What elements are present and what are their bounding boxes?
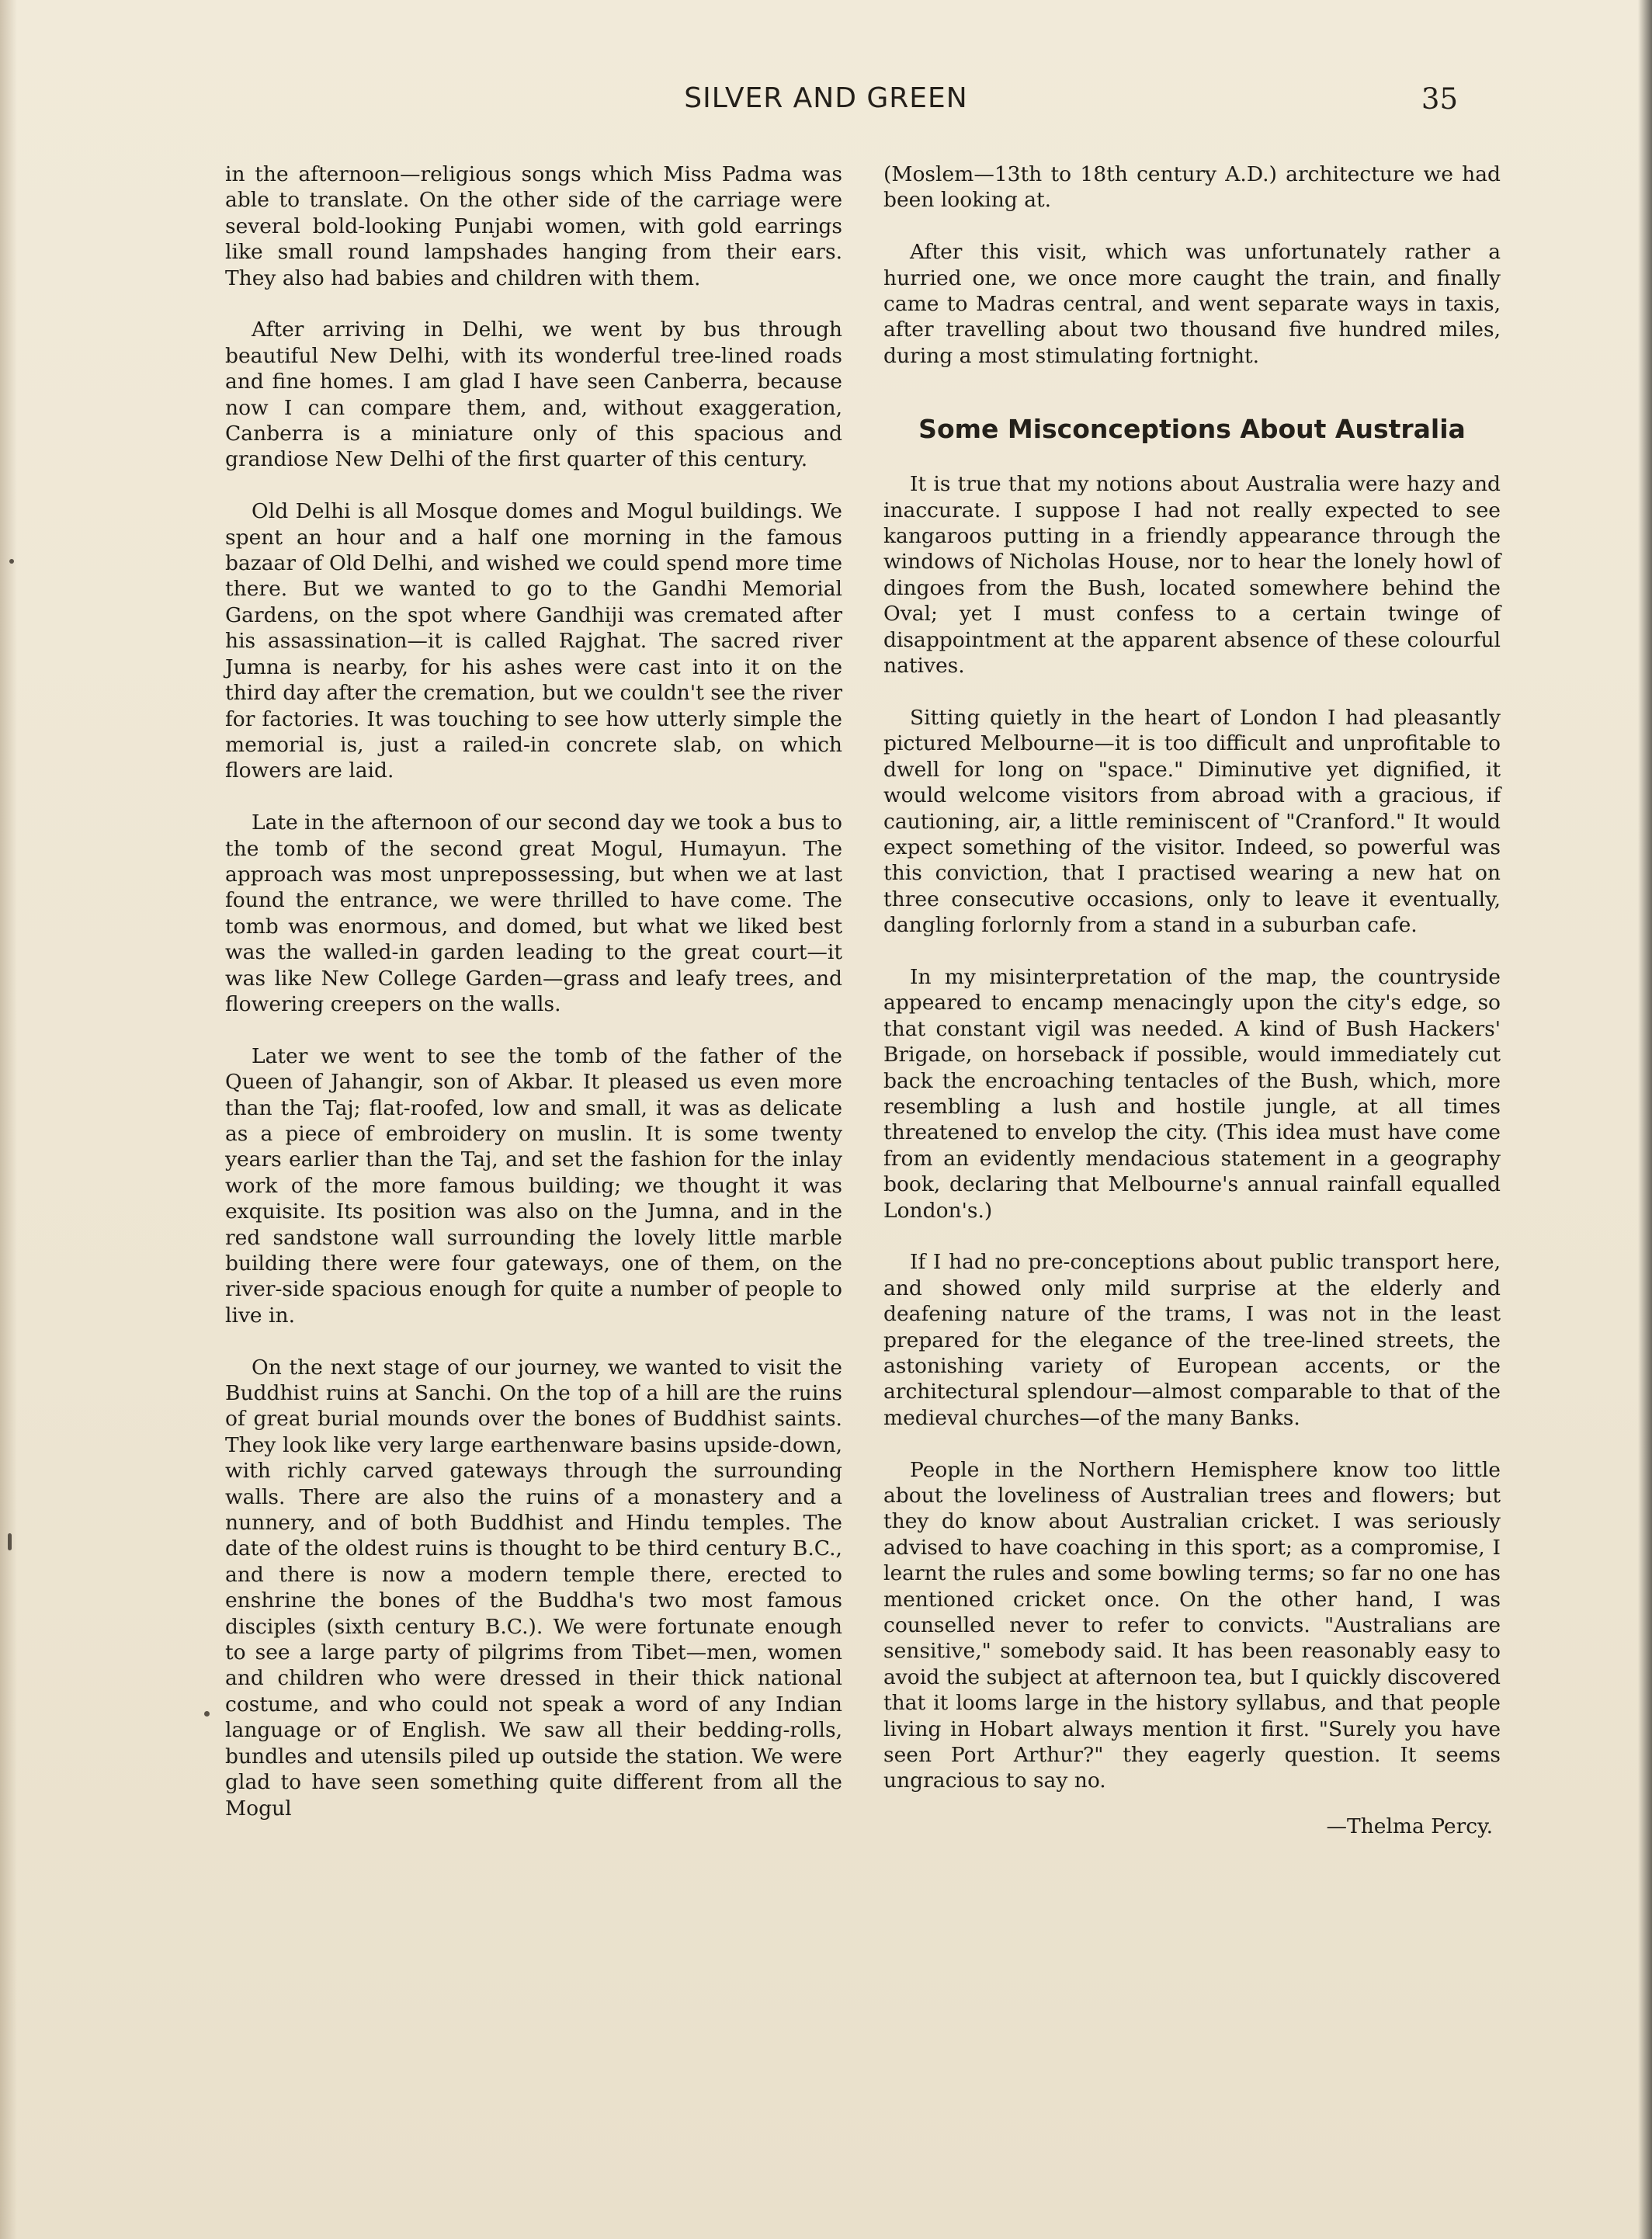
paragraph: Sitting quietly in the heart of London I had pleasantly pictured Melbourne—it is too difficult and unprofitable to dwell for long on "space." Diminutive yet dignified, it would welcome visitors from abroad with a gracious, if cautioning, air, a little reminiscent of "Cranford." It would expect something of the visitor. Indeed, so powerful was this conviction, that I practised wearing a new hat on three consecutive occasions, only to leave it eventually, dangling forlornly from a stand in a suburban cafe. (883, 705, 1501, 938)
running-head: SILVER AND GREEN (684, 82, 968, 114)
paragraph: After this visit, which was unfortunately rather a hurried one, we once more caught the train, and finally came to Madras central, and went separate ways in taxis, after travelling about two thousand five hundred miles, during a most stimulating fortnight. (883, 240, 1501, 368)
paragraph: Old Delhi is all Mosque domes and Mogul buildings. We spent an hour and a half one morning in the famous bazaar of Old Delhi, and wished we could spend more time there. But we wanted to go to the Gandhi Memorial Gardens, on the spot where Gandhiji was cremated after his assassination—it is called Rajghat. The sacred river Jumna is nearby, for his ashes were cast into it on the third day after the cremation, but we couldn't see the river for factories. It was touching to see how utterly simple the memorial is, just a railed-in concrete slab, on which flowers are laid. (225, 499, 842, 783)
page-number: 35 (1421, 82, 1458, 116)
paragraph: In my misinterpretation of the map, the countryside appeared to encamp menacingly upon the city's edge, so that constant vigil was needed. A kind of Bush Hackers' Brigade, on horseback if possible, would immediately cut back the encroaching tentacles of the Bush, which, more resembling a lush and hostile jungle, at all times threatened to envelop the city. (This idea must have come from an evidently mendacious statement in a geography book, declaring that Melbourne's annual rainfall equalled London's.) (883, 964, 1501, 1223)
left-column (225, 161, 842, 1847)
paragraph: If I had no pre-conceptions about public transport here, and showed only mild surprise at the elderly and deafening nature of the trams, I was not in the least prepared for the elegance of the tree-lined streets, the astonishing variety of European accents, or the architectural splendour—almost comparable to that of the medieval churches—of the many Banks. (883, 1250, 1501, 1430)
author-byline: —Thelma Percy. (1326, 1814, 1493, 1839)
right-column (883, 161, 1501, 1840)
paragraph: After arriving in Delhi, we went by bus through beautiful New Delhi, with its wonderful tree-lined roads and fine homes. I am glad I have seen Canberra, because now I can compare them, and, without exaggeration, Canberra is a miniature only of this spacious and grandiose New Delhi of the first quarter of this century. (225, 318, 842, 472)
paper-mark (204, 1711, 210, 1717)
paragraph: Late in the afternoon of our second day we took a bus to the tomb of the second great Mogul, Humayun. The approach was most unprepossessing, but when we at last found the entrance, we were thrilled to have come. The tomb was enormous, and domed, but what we liked best was the walled-in garden leading to the great court—it was like New College Garden—grass and leafy trees, and flowering creepers on the walls. (225, 811, 842, 1016)
paragraph: Later we went to see the tomb of the father of the Queen of Jahangir, son of Akbar. It pleased us even more than the Taj; flat-roofed, low and small, it was as delicate as a piece of embroidery on muslin. It is some twenty years earlier than the Taj, and set the fashion for the inlay work of the more famous building; we thought it was exquisite. Its position was also on the Jumna, and in the red sandstone wall surrounding the lovely little marble building there were four gateways, one of them, on the river-side spacious enough for quite a number of people to live in. (225, 1043, 842, 1328)
paragraph: in the afternoon—religious songs which Miss Padma was able to translate. On the other side of the carriage were several bold-looking Punjabi women, with gold earrings like small round lampshades hanging from their ears. They also had babies and children with them. (225, 162, 842, 290)
paragraph: People in the Northern Hemisphere know too little about the loveliness of Australian trees and flowers; but they do know about Australian cricket. I was seriously advised to have coaching in this sport; as a compromise, I learnt the rules and some bowling terms; so far no one has mentioned cricket once. On the other hand, I was counselled never to refer to convicts. "Australians are sensitive," somebody said. It has been reasonably easy to avoid the subject at afternoon tea, but I quickly discovered that it looms large in the history syllabus, and that people living in Hobart always mention it first. "Surely you have seen Port Arthur?" they eagerly question. It seems ungracious to say no. (883, 1457, 1501, 1793)
page-header (0, 82, 1652, 129)
paper-mark (9, 559, 14, 564)
section-heading: Some Misconceptions About Australia (918, 414, 1466, 445)
paragraph: It is true that my notions about Australia were hazy and inaccurate. I suppose I had not really expected to see kangaroos putting in a friendly appearance through the windows of Nicholas House, nor to hear the lonely howl of dingoes from the Bush, located somewhere behind the Oval; yet I must confess to a certain twinge of disappointment at the apparent absence of these colourful natives. (883, 472, 1501, 679)
paragraph: (Moslem—13th to 18th century A.D.) architecture we had been looking at. (883, 162, 1501, 213)
paper-mark (8, 1533, 12, 1550)
paragraph: On the next stage of our journey, we wanted to visit the Buddhist ruins at Sanchi. On the top of a hill are the ruins of great burial mounds over the bones of Buddhist saints. They look like very large earthenware basins upside-down, with richly carved gateways through the surrounding walls. There are also the ruins of a monastery and a nunnery, and of both Buddhist and Hindu temples. The date of the oldest ruins is thought to be third century B.C., and there is now a modern temple there, erected to enshrine the bones of the Buddha's two most famous disciples (sixth century B.C.). We were fortunate enough to see a large party of pilgrims from Tibet—men, women and children who were dressed in their thick national costume, and who could not speak a word of any Indian language or of English. We saw all their bedding-rolls, bundles and utensils piled up outside the station. We were glad to have seen something quite different from all the Mogul (225, 1355, 842, 1821)
